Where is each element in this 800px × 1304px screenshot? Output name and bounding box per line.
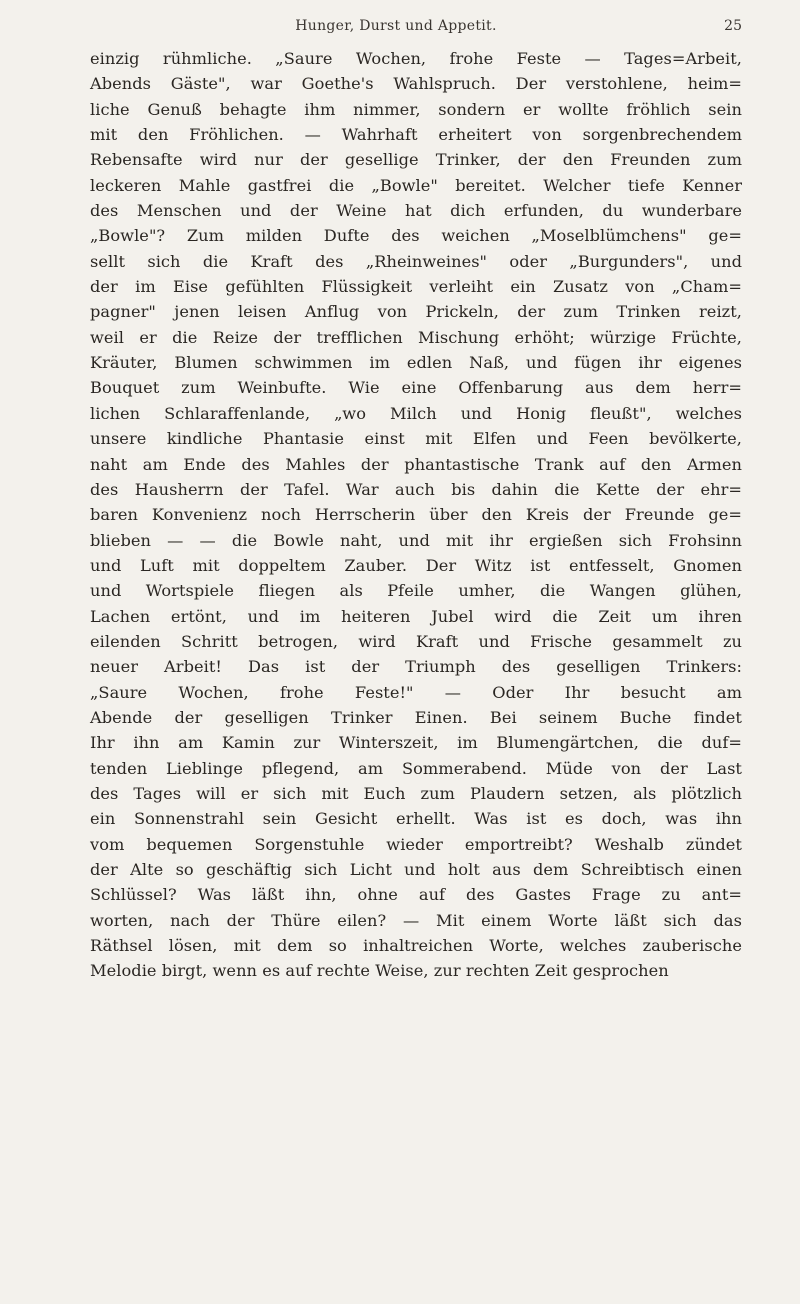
- page-number: 25: [724, 18, 742, 34]
- text-line: sellt sich die Kraft des „Rheinweines" oder „Burgunders", und: [90, 251, 742, 271]
- text-line: lichen Schlaraffenlande, „wo Milch und Honig fleußt", welches: [90, 403, 742, 423]
- text-line: leckeren Mahle gastfrei die „Bowle" bereitet. Welcher tiefe Kenner: [90, 175, 742, 195]
- text-line: des Hausherrn der Tafel. War auch bis dahin die Kette der ehr=: [90, 479, 742, 499]
- text-line: neuer Arbeit! Das ist der Triumph des geselligen Trinkers:: [90, 657, 742, 677]
- page-header: [90, 18, 742, 40]
- text-line: blieben — — die Bowle naht, und mit ihr ergießen sich Frohsinn: [90, 530, 742, 550]
- text-line: vom bequemen Sorgenstuhle wieder emportreibt? Weshalb zündet: [90, 834, 742, 854]
- text-line: weil er die Reize der trefflichen Mischung erhöht; würzige Früchte,: [90, 327, 742, 347]
- text-line: Abends Gäste", war Goethe's Wahlspruch. Der verstohlene, heim=: [90, 74, 742, 94]
- text-line: Kräuter, Blumen schwimmen im edlen Naß, und fügen ihr eigenes: [90, 353, 742, 373]
- text-line: der Alte so geschäftig sich Licht und holt aus dem Schreibtisch einen: [90, 860, 742, 879]
- text-line: und Luft mit doppeltem Zauber. Der Witz ist entfesselt, Gnomen: [90, 555, 742, 575]
- text-line: Lachen ertönt, und im heiteren Jubel wird die Zeit um ihren: [90, 606, 742, 626]
- text-line: Melodie birgt, wenn es auf rechte Weise, zur rechten Zeit gesprochen: [90, 961, 669, 981]
- text-line: mit den Fröhlichen. — Wahrhaft erheitert von sorgenbrechendem: [90, 125, 742, 145]
- text-line: des Menschen und der Weine hat dich erfunden, du wunderbare: [90, 201, 742, 221]
- text-line: pagner" jenen leisen Anflug von Prickeln, der zum Trinken reizt,: [90, 302, 742, 322]
- text-line: Schlüssel? Was läßt ihn, ohne auf des Gastes Frage zu ant=: [90, 885, 742, 905]
- text-line: liche Genuß behagte ihm nimmer, sondern er wollte fröhlich sein: [90, 99, 742, 119]
- text-line: „Saure Wochen, frohe Feste!" — Oder Ihr besucht am: [90, 682, 742, 702]
- text-line: unsere kindliche Phantasie einst mit Elfen und Feen bevölkerte,: [90, 429, 742, 449]
- text-line: des Tages will er sich mit Euch zum Plaudern setzen, als plötzlich: [90, 783, 742, 803]
- text-line: Rebensafte wird nur der gesellige Trinker, der den Freunden zum: [90, 150, 742, 170]
- text-line: baren Konvenienz noch Herrscherin über den Kreis der Freunde ge=: [90, 505, 742, 525]
- body-text: [90, 46, 742, 984]
- text-line: einzig rühmliche. „Saure Wochen, frohe Feste — Tages=Arbeit,: [90, 49, 742, 68]
- text-line: Ihr ihn am Kamin zur Winterszeit, im Blumengärtchen, die duf=: [90, 733, 742, 753]
- text-line: ein Sonnenstrahl sein Gesicht erhellt. Was ist es doch, was ihn: [90, 809, 742, 829]
- running-head: Hunger, Durst und Appetit.: [295, 18, 497, 34]
- text-line: Bouquet zum Weinbufte. Wie eine Offenbarung aus dem herr=: [90, 378, 742, 398]
- text-line: Abende der geselligen Trinker Einen. Bei seinem Buche findet: [90, 707, 742, 727]
- text-line: eilenden Schritt betrogen, wird Kraft und Frische gesammelt zu: [90, 631, 742, 651]
- text-line: naht am Ende des Mahles der phantastische Trank auf den Armen: [90, 454, 742, 474]
- text-line: „Bowle"? Zum milden Dufte des weichen „Moselblümchens" ge=: [90, 226, 742, 246]
- text-line: Räthsel lösen, mit dem so inhaltreichen Worte, welches zauberische: [90, 936, 742, 956]
- text-line: worten, nach der Thüre eilen? — Mit einem Worte läßt sich das: [90, 910, 742, 930]
- text-line: und Wortspiele fliegen als Pfeile umher, die Wangen glühen,: [90, 581, 742, 601]
- text-line: tenden Lieblinge pflegend, am Sommerabend. Müde von der Last: [90, 758, 742, 778]
- text-line: der im Eise gefühlten Flüssigkeit verleiht ein Zusatz von „Cham=: [90, 277, 742, 297]
